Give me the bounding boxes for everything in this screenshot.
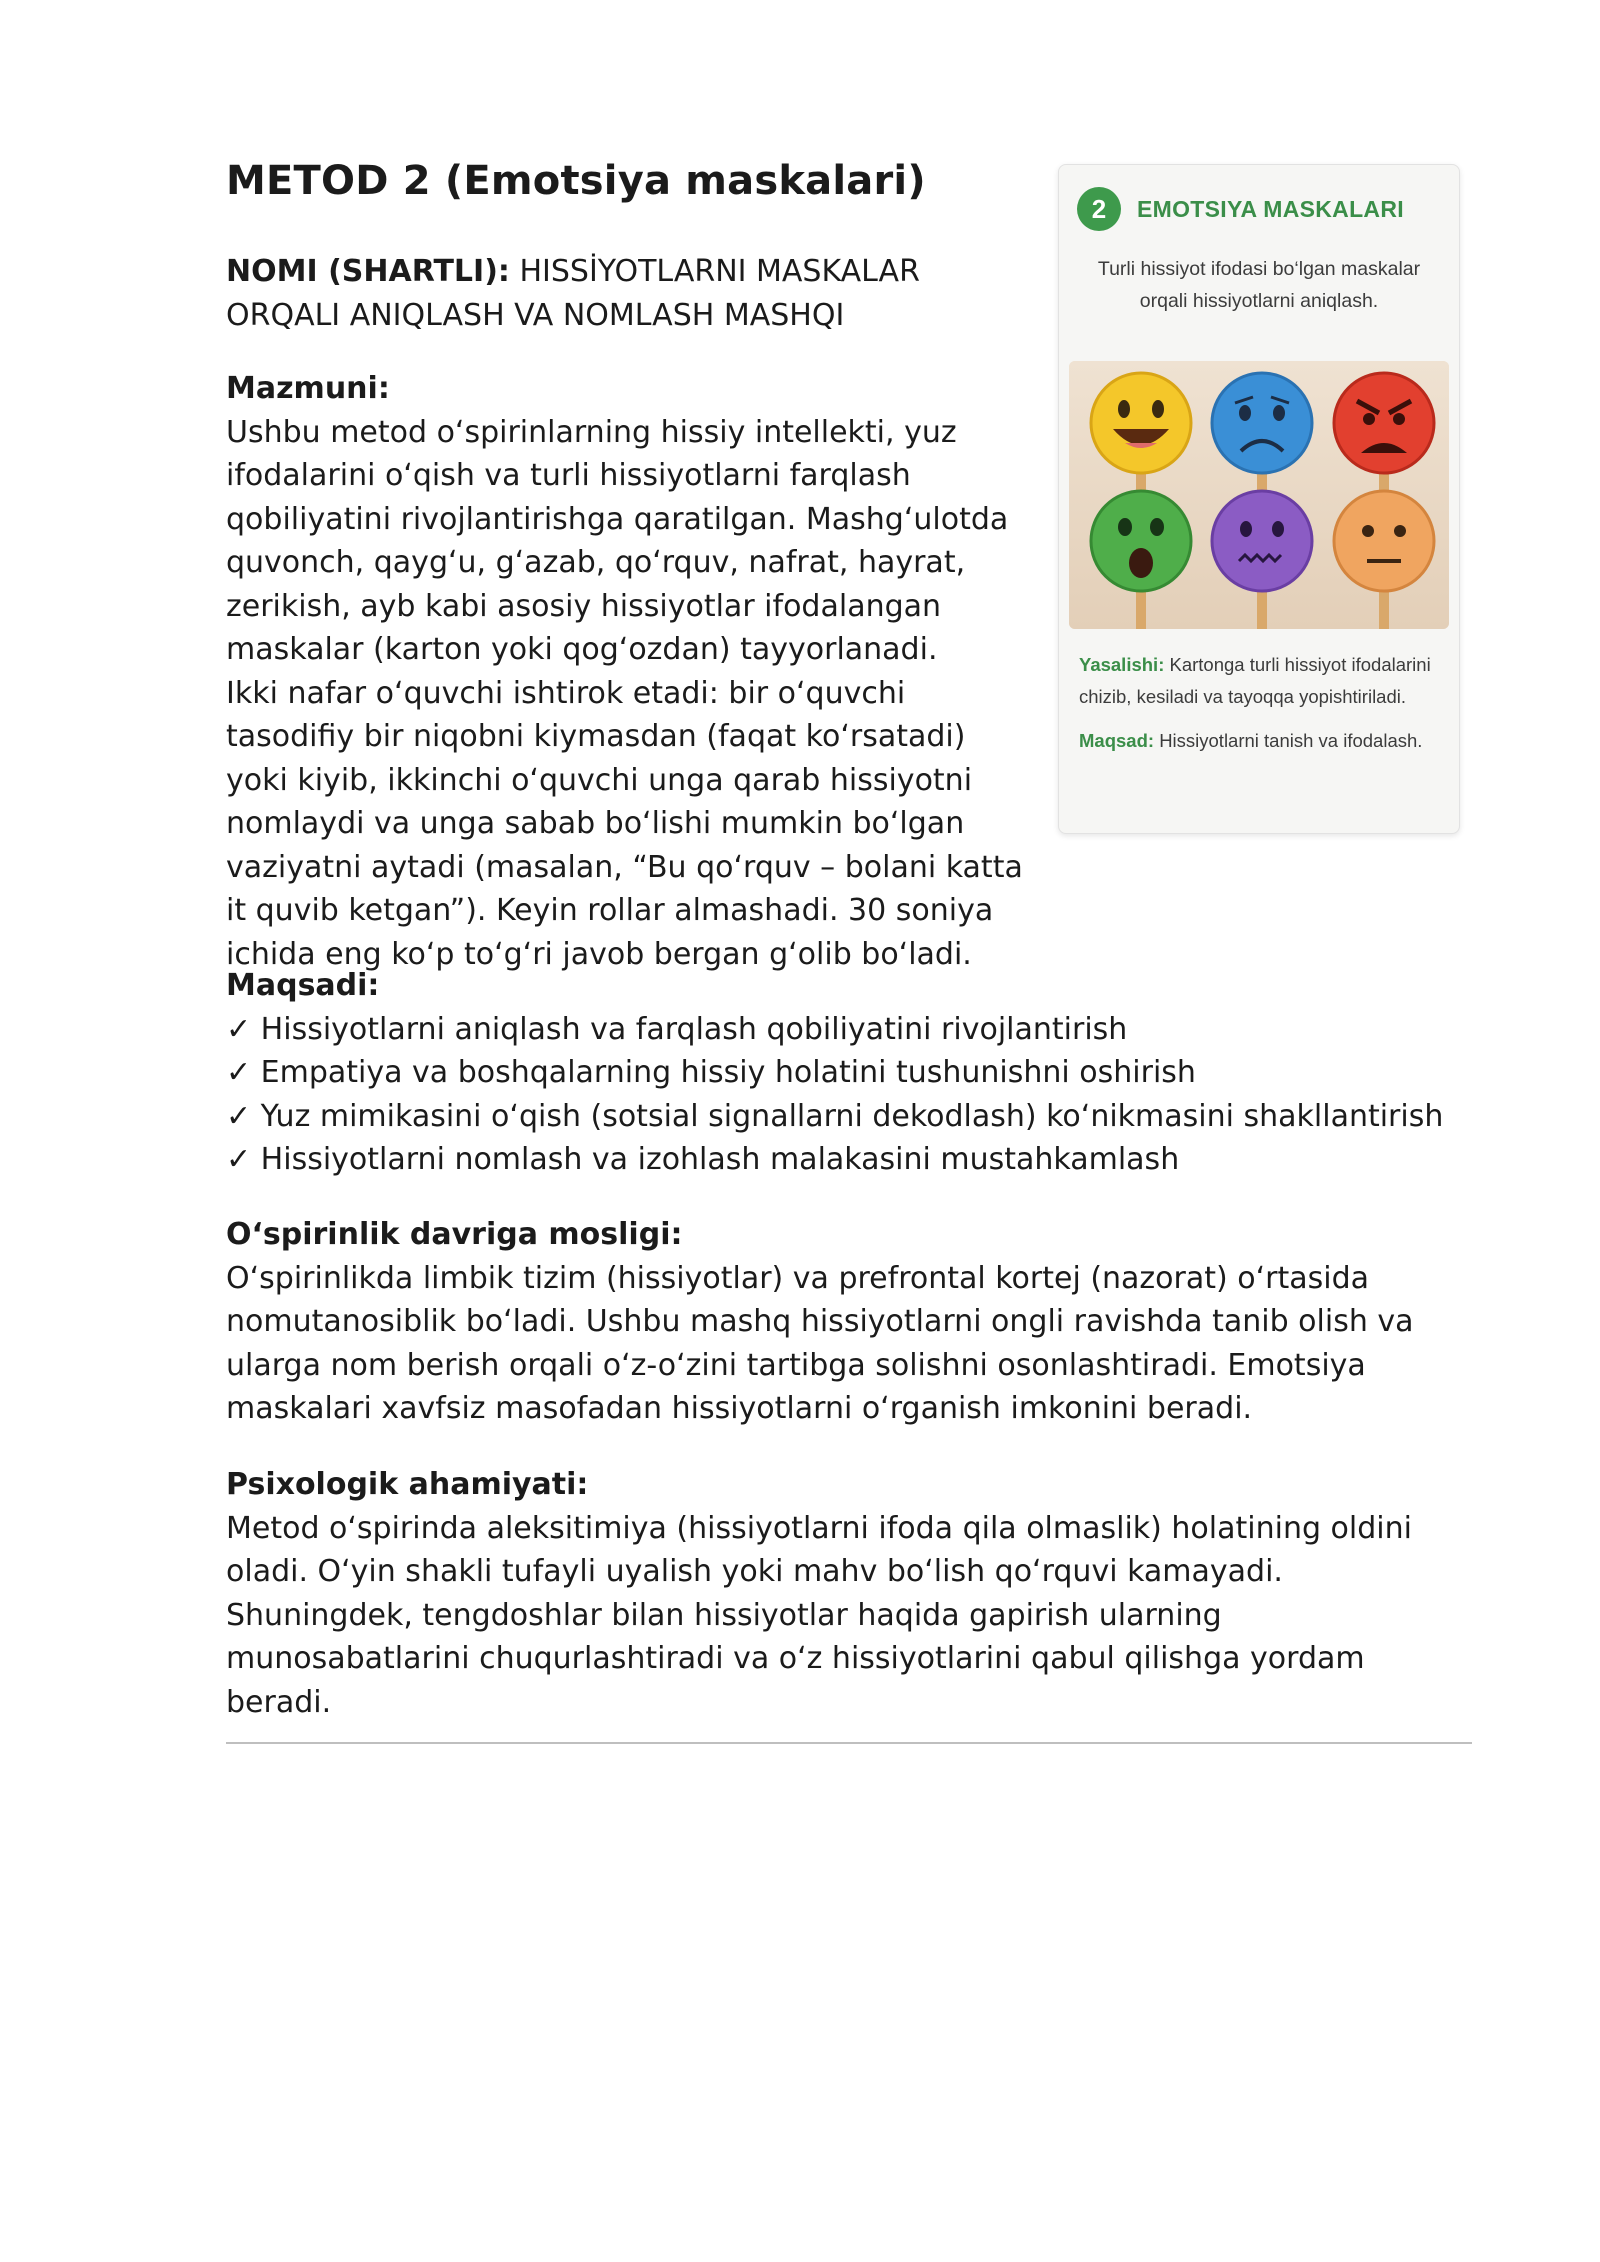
- neutral-face-icon: [1334, 491, 1434, 591]
- card-header: [1077, 187, 1404, 231]
- mosligi-text: O‘spirinlikda limbik tizim (hissiyotlar) va prefrontal kortej (nazorat) o‘rtasida nomutanosiblik bo‘ladi. Ushbu mashq hissiyotlarni ongli ravishda tanib olish va ularga nom berish orqali o‘z-o‘zini tartibga solishni osonlashtiradi. Emotsiya maskalari xavfsiz masofadan hissiyotlarni o‘rganish imkonini beradi.: [226, 1260, 1414, 1426]
- maqsadi-heading: Maqsadi:: [226, 968, 380, 1003]
- maqsadi-section: [226, 964, 1472, 1182]
- maqsadi-item: ✓ Hissiyotlarni aniqlash va farqlash qobiliyatini rivojlantirish: [226, 1011, 1128, 1047]
- horizontal-divider: [226, 1742, 1472, 1744]
- ahamiyati-text: Metod o‘spirinda aleksitimiya (hissiyotlarni ifoda qila olmaslik) holatining oldini oladi. O‘yin shakli tufayli uyalish yoki mahv bo‘lish qo‘rquvi kamayadi. Shuningdek, tengdoshlar bilan hissiyotlar haqida gapirish ularning munosabatlarini chuqurlashtiradi va o‘z hissiyotlarini qabul qilishga yordam beradi.: [226, 1510, 1412, 1720]
- maqsad-line: [1079, 725, 1449, 757]
- mazmuni-text: Ushbu metod o‘spirinlarning hissiy intellekti, yuz ifodalarini o‘qish va turli hissiyotlarni farqlash qobiliyatini rivojlantirishga qaratilgan. Mashg‘ulotda quvonch, qayg‘u, g‘azab, qo‘rquv, nafrat, hayrat, zerikish, ayb kabi asosiy hissiyotlar ifodalangan maskalar (karton yoki qog‘ozdan) tayyorlanadi.: [226, 414, 1009, 667]
- yasalishi-line: [1079, 649, 1449, 713]
- worried-face-icon: [1212, 491, 1312, 591]
- yasalishi-label: Yasalishi:: [1079, 654, 1165, 675]
- ahamiyati-section: [226, 1463, 1472, 1724]
- mazmuni-heading: Mazmuni:: [226, 371, 390, 406]
- maqsadi-item: ✓ Hissiyotlarni nomlash va izohlash malakasini mustahkamlash: [226, 1142, 1180, 1177]
- nomi-text: HISSİYOTLARNI MASKALAR ORQALI ANIQLASH VA NOMLASH MASHQI: [226, 254, 920, 333]
- card-description: Turli hissiyot ifodasi bo‘lgan maskalar orqali hissiyotlarni aniqlash.: [1097, 258, 1421, 312]
- mazmuni-text-2: Ikki nafar o‘quvchi ishtirok etadi: bir o‘quvchi tasodifiy bir niqobni kiymasdan (faqat ko‘rsatadi) yoki kiyib, ikkinchi o‘quvchi unga qarab hissiyotni nomlaydi va unga sabab bo‘lishi mumkin bo‘lgan vaziyatni aytadi (masalan, “Bu qo‘rquv – bolani katta it quvib ketgan”). Keyin rollar almashadi. 30 soniya ichida eng ko‘p to‘g‘ri javob bergan g‘olib bo‘ladi.: [226, 675, 1023, 972]
- mosligi-section: [226, 1213, 1472, 1431]
- masks-illustration: [1069, 361, 1449, 629]
- yasalishi-text: Kartonga turli hissiyot ifodalarini chizib, kesiladi va tayoqqa yopishtiriladi.: [1079, 654, 1431, 707]
- sad-face-icon: [1212, 373, 1312, 473]
- number-badge: 2: [1077, 187, 1121, 231]
- ahamiyati-heading: Psixologik ahamiyati:: [226, 1467, 589, 1502]
- page-title: METOD 2 (Emotsiya maskalari): [226, 158, 926, 204]
- surprised-face-icon: [1091, 491, 1191, 591]
- maqsadi-item: ✓ Empatiya va boshqalarning hissiy holatini tushunishni oshirish: [226, 1055, 1196, 1090]
- nomi-label: NOMI (SHARTLI):: [226, 254, 510, 289]
- nomi-section: [226, 250, 926, 337]
- maqsadi-list: [226, 1008, 1472, 1182]
- maqsad-text: Hissiyotlarni tanish va ifodalash.: [1159, 730, 1423, 751]
- masks-svg: [1069, 361, 1449, 629]
- maqsad-label: Maqsad:: [1079, 730, 1155, 751]
- emotion-masks-card: [1058, 164, 1460, 834]
- maqsadi-item: ✓ Yuz mimikasini o‘qish (sotsial signallarni dekodlash) ko‘nikmasini shakllantirish: [226, 1098, 1444, 1134]
- happy-face-icon: [1091, 373, 1191, 473]
- mosligi-heading: O‘spirinlik davriga mosligi:: [226, 1217, 683, 1252]
- card-meta: [1079, 649, 1449, 757]
- card-title: EMOTSIYA MASKALARI: [1137, 195, 1404, 222]
- angry-face-icon: [1334, 373, 1434, 473]
